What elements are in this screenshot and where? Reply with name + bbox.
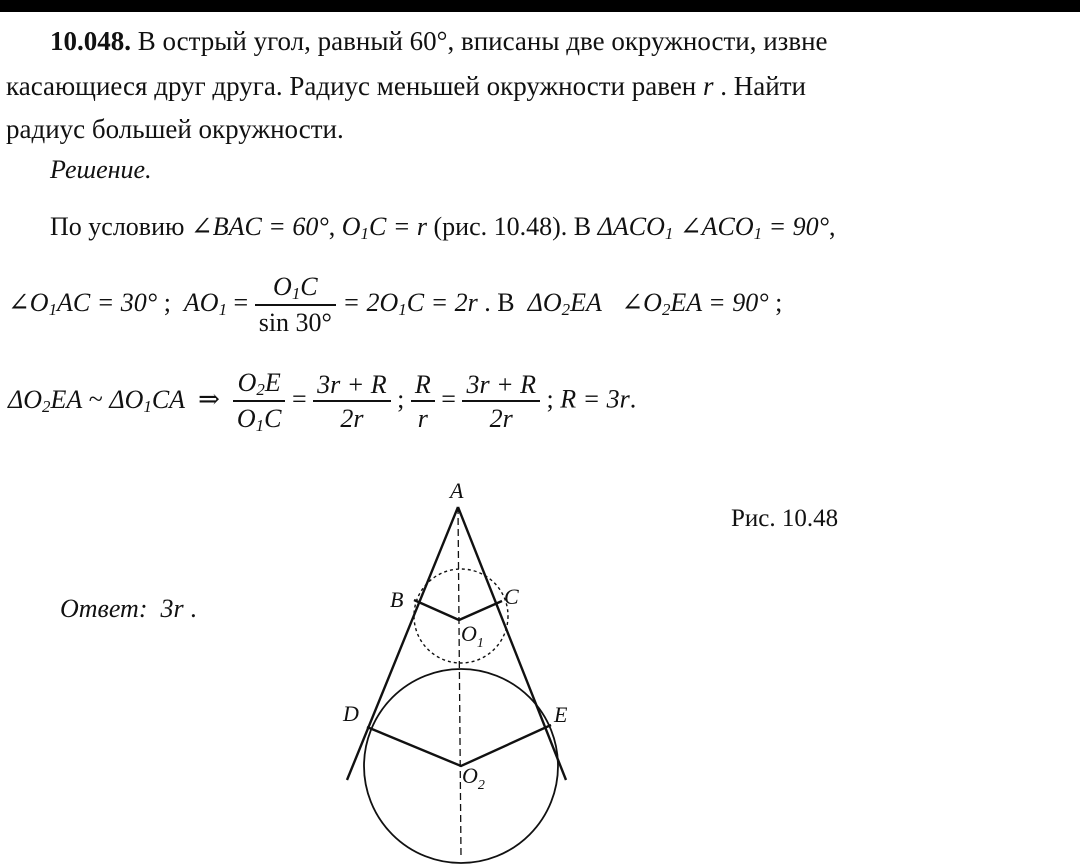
sol3-eq1: = <box>291 384 307 414</box>
label-b: B <box>390 587 404 612</box>
sol3-semi2: ; <box>546 384 554 414</box>
axis-bisector <box>458 507 461 856</box>
sol3-frac-3: $\frac{R}{r}$ <box>411 370 435 434</box>
label-d: D <box>343 701 359 726</box>
problem-number: 10.048. <box>50 26 131 56</box>
answer-label: Ответ: <box>60 594 148 623</box>
answer-dot: . <box>190 594 197 623</box>
sol1-text: По условию <box>50 212 185 241</box>
sol3-sim: ~ <box>88 384 103 414</box>
label-o1: $O_1$ <box>461 621 484 651</box>
label-c: C <box>504 584 519 609</box>
sol2-v: В <box>497 287 515 317</box>
sol1-angle-bac: ∠BAC = 60° <box>190 212 329 241</box>
sol2-angle: $\angle O_1AC = 30^\circ$ <box>8 287 158 319</box>
problem-text-2b: . Найти <box>720 71 806 101</box>
sol3-result: R = 3r <box>560 384 630 414</box>
answer <box>60 594 197 624</box>
ray-left <box>347 507 458 780</box>
problem-text-3: радиус большей окружности. <box>6 114 344 144</box>
sol2-ao1: $AO_1$ <box>183 287 228 319</box>
solution-heading: Решение. <box>50 155 152 184</box>
sol2-semi: ; <box>163 287 171 317</box>
sol1-triangle: $\Delta ACO_1$ <box>597 212 674 244</box>
sol1-end: , <box>829 212 836 241</box>
problem-r: r <box>703 71 714 101</box>
sol3-frac-4: $\frac{3r + R}{2r}$ <box>462 370 540 434</box>
sol3-dot: . <box>629 384 637 414</box>
sol2-dot: . <box>484 287 491 317</box>
sol3-eq2: = <box>441 384 456 414</box>
radii-large <box>367 725 551 766</box>
radii-small <box>414 600 502 620</box>
sol2-rest: = $2O_1C = 2r$ <box>342 287 478 319</box>
problem-text-2a: касающиеся друг друга. Радиус меньшей окружности равен <box>6 71 697 101</box>
problem-text-1: В острый угол, равный 60°, вписаны две окружности, извне <box>137 26 828 56</box>
label-o2: $O_2$ <box>462 763 485 793</box>
sol3-semi1: ; <box>397 384 405 414</box>
sol3-tri1: $\Delta O_2EA$ <box>8 384 83 416</box>
sol3-frac-1: $\frac{O_2E}{O_1C}$ <box>233 368 286 435</box>
sol2-triangle: $\Delta O_2EA$ <box>527 287 602 319</box>
sol3-arrow: ⇒ <box>198 384 220 414</box>
sol1-comma: , <box>328 212 336 241</box>
figure-caption: Рис. 10.48 <box>731 505 839 532</box>
label-e: E <box>554 702 568 727</box>
answer-value: 3r <box>160 594 184 623</box>
sol2-angle-o2ea: $\angle O_2EA = 90^\circ$ <box>621 287 769 319</box>
sol1-angle-aco: $\angle ACO_1 = 90^\circ$ <box>679 212 830 244</box>
sol1-ref: (рис. 10.48). В <box>433 212 592 241</box>
sol2-eq: = <box>233 287 249 317</box>
sol2-fraction: $\frac{O_1C}{\sin 30^\circ}$ <box>255 272 336 338</box>
label-a: A <box>450 478 464 503</box>
sol3-frac-2: $\frac{3r + R}{2r}$ <box>313 370 391 434</box>
sol1-o1c: $O_1C = r$ <box>341 212 427 244</box>
sol2-end: ; <box>775 287 783 317</box>
sol3-tri2: $\Delta O_1CA$ <box>109 384 186 416</box>
